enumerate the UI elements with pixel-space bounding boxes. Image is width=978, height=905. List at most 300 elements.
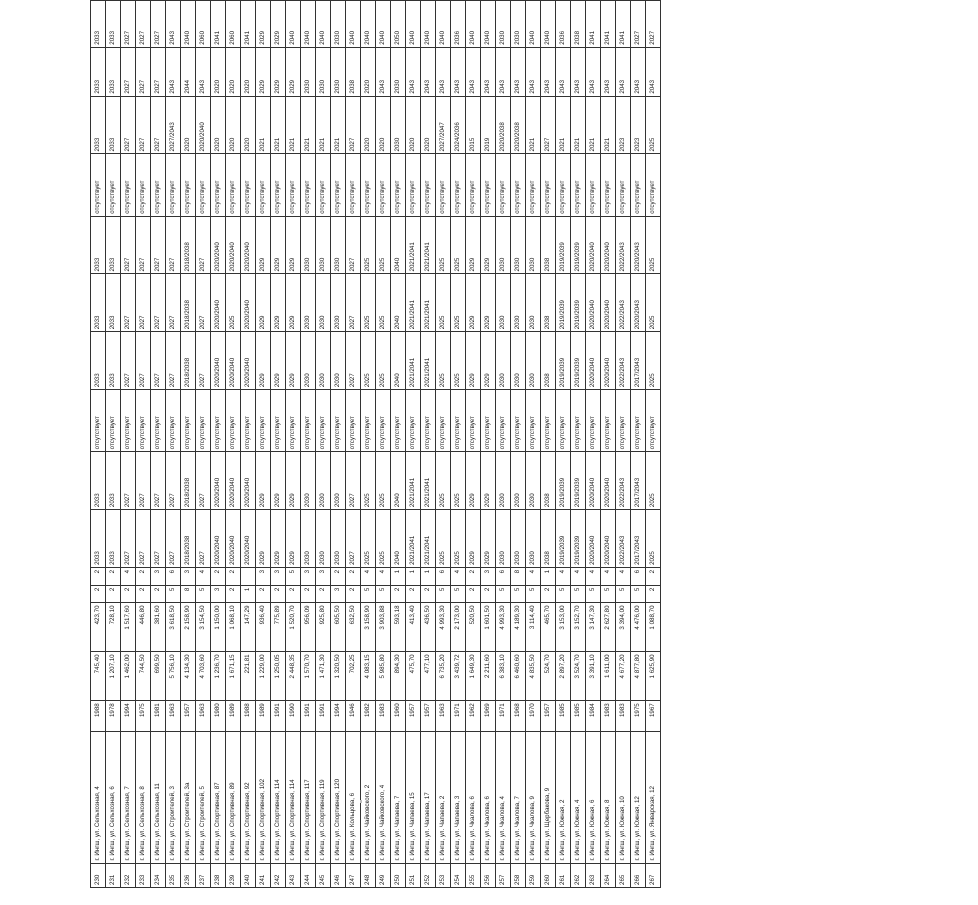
table-cell: 2030 bbox=[526, 274, 541, 332]
table-cell: 2 bbox=[316, 585, 331, 603]
row-number-cell: 245 bbox=[316, 863, 331, 887]
table-row bbox=[151, 1, 166, 888]
table-cell: 5 bbox=[196, 585, 211, 603]
table-cell: 4 476,00 bbox=[631, 603, 646, 652]
table-cell: 2025 bbox=[436, 216, 451, 274]
table-cell: 1 236,70 bbox=[211, 652, 226, 701]
table-cell: 3 bbox=[181, 567, 196, 585]
table-cell: 2030 bbox=[331, 274, 346, 332]
table-cell: 1 bbox=[541, 567, 556, 585]
table-cell: 1985 bbox=[571, 701, 586, 732]
table-cell: 2030 bbox=[526, 216, 541, 274]
table-cell: 2029 bbox=[271, 216, 286, 274]
table-cell: 3 bbox=[331, 585, 346, 603]
row-number-cell: 251 bbox=[406, 863, 421, 887]
row-number-cell: 262 bbox=[571, 863, 586, 887]
table-cell: 2022/2043 bbox=[616, 216, 631, 274]
table-cell: 2027 bbox=[166, 216, 181, 274]
table-cell: 2025 bbox=[376, 274, 391, 332]
table-cell: 2043 bbox=[406, 47, 421, 96]
table-cell: 2043 bbox=[166, 47, 181, 96]
table-cell: 2033 bbox=[91, 510, 106, 568]
table-cell: 2020 bbox=[226, 96, 241, 154]
table-cell: 2027 bbox=[346, 452, 361, 510]
table-row bbox=[421, 1, 436, 888]
table-cell: 4 bbox=[376, 567, 391, 585]
table-cell: отсутствует bbox=[541, 154, 556, 216]
row-number-cell: 258 bbox=[511, 863, 526, 887]
table-cell: 745,40 bbox=[91, 652, 106, 701]
table-cell: 221,81 bbox=[241, 652, 256, 701]
table-cell: 2 bbox=[271, 585, 286, 603]
table-cell: 3 618,50 bbox=[166, 603, 181, 652]
table-cell: отсутствует bbox=[121, 390, 136, 452]
table-cell: 1970 bbox=[526, 701, 541, 732]
row-number-cell: 243 bbox=[286, 863, 301, 887]
table-cell: 4 bbox=[556, 567, 571, 585]
table-cell: 2030 bbox=[496, 332, 511, 390]
row-number-cell: 259 bbox=[526, 863, 541, 887]
table-cell: отсутствует bbox=[511, 154, 526, 216]
table-cell: 2021 bbox=[556, 96, 571, 154]
table-cell: 2030 bbox=[316, 452, 331, 510]
table-cell: 2020/2040 bbox=[211, 510, 226, 568]
table-cell: 6 bbox=[166, 567, 181, 585]
table-cell: 1963 bbox=[166, 701, 181, 732]
row-number-cell: 231 bbox=[106, 863, 121, 887]
table-cell: 6 460,60 bbox=[511, 652, 526, 701]
table-cell: 8 bbox=[511, 567, 526, 585]
table-cell: 2 bbox=[406, 585, 421, 603]
table-cell: 1994 bbox=[331, 701, 346, 732]
table-cell: 1 649,30 bbox=[466, 652, 481, 701]
table-cell: 2040 bbox=[436, 1, 451, 48]
row-number-cell: 266 bbox=[631, 863, 646, 887]
table-cell: отсутствует bbox=[166, 390, 181, 452]
table-row bbox=[391, 1, 406, 888]
table-cell: 2029 bbox=[271, 1, 286, 48]
address-cell: г. Ингш, ул. Январская, 12 bbox=[646, 732, 661, 863]
row-number-cell: 242 bbox=[271, 863, 286, 887]
table-row bbox=[136, 1, 151, 888]
table-cell: 2021 bbox=[526, 96, 541, 154]
table-cell: 2029 bbox=[466, 332, 481, 390]
table-cell: 1 229,00 bbox=[256, 652, 271, 701]
table-cell: 2025 bbox=[436, 452, 451, 510]
table-cell: 1988 bbox=[241, 701, 256, 732]
table-row bbox=[646, 1, 661, 888]
address-cell: г. Ингш, ул. Чапаева, 17 bbox=[421, 732, 436, 863]
table-cell: отсутствует bbox=[286, 390, 301, 452]
table-cell: 2029 bbox=[481, 452, 496, 510]
table-cell: 1 320,50 bbox=[331, 652, 346, 701]
table-cell: 5 bbox=[166, 585, 181, 603]
table-cell: 2027 bbox=[166, 452, 181, 510]
table-row bbox=[376, 1, 391, 888]
table-cell: 2043 bbox=[466, 47, 481, 96]
table-row bbox=[361, 1, 376, 888]
table-cell: отсутствует bbox=[346, 154, 361, 216]
table-cell: 956,09 bbox=[301, 603, 316, 652]
table-cell: 2043 bbox=[601, 47, 616, 96]
table-cell: 2021/2041 bbox=[406, 510, 421, 568]
address-cell: г. Ингш, ул. Кольцова, 6 bbox=[346, 732, 361, 863]
table-cell: 2027 bbox=[136, 452, 151, 510]
table-cell: 2025 bbox=[436, 274, 451, 332]
table-cell: 2029 bbox=[286, 216, 301, 274]
table-cell: 2029 bbox=[481, 332, 496, 390]
table-cell: 2030 bbox=[331, 47, 346, 96]
table-cell: отсутствует bbox=[616, 390, 631, 452]
row-number-cell: 240 bbox=[241, 863, 256, 887]
table-cell: 2 bbox=[106, 585, 121, 603]
table-cell: 2030 bbox=[511, 1, 526, 48]
table-cell: 2 bbox=[106, 567, 121, 585]
table-cell: 5 bbox=[376, 585, 391, 603]
table-cell: 2020/2040 bbox=[226, 452, 241, 510]
table-cell: 4 bbox=[451, 567, 466, 585]
table-cell: 5 bbox=[511, 585, 526, 603]
table-cell: 3 bbox=[271, 567, 286, 585]
table-cell: 2030 bbox=[391, 96, 406, 154]
table-cell: 2030 bbox=[511, 216, 526, 274]
table-cell: 925,80 bbox=[316, 603, 331, 652]
table-cell: отсутствует bbox=[196, 154, 211, 216]
table-cell: 2033 bbox=[106, 1, 121, 48]
table-cell: отсутствует bbox=[496, 154, 511, 216]
table-cell: 2 bbox=[226, 567, 241, 585]
table-cell: 2027 bbox=[136, 47, 151, 96]
table-cell: 8 bbox=[181, 585, 196, 603]
table-cell: 1 150,00 bbox=[211, 603, 226, 652]
table-cell: 1985 bbox=[556, 701, 571, 732]
table-cell: 2029 bbox=[466, 274, 481, 332]
table-cell: отсутствует bbox=[331, 390, 346, 452]
table-cell: отсутствует bbox=[376, 390, 391, 452]
table-cell: 2019/2039 bbox=[571, 274, 586, 332]
table-cell: 2030 bbox=[331, 1, 346, 48]
table-cell: 1963 bbox=[436, 701, 451, 732]
table-cell: 936,40 bbox=[256, 603, 271, 652]
table-cell: отсутствует bbox=[91, 390, 106, 452]
table-cell: 5 bbox=[556, 585, 571, 603]
table-cell: 894,30 bbox=[391, 652, 406, 701]
table-cell: 2019/2039 bbox=[556, 332, 571, 390]
table-cell: 2029 bbox=[466, 216, 481, 274]
table-cell: 2030 bbox=[331, 216, 346, 274]
table-cell: отсутствует bbox=[421, 390, 436, 452]
table-cell: 1 088,70 bbox=[646, 603, 661, 652]
table-cell: 436,50 bbox=[421, 603, 436, 652]
row-number-cell: 244 bbox=[301, 863, 316, 887]
table-cell: 2017/2043 bbox=[631, 332, 646, 390]
table-cell: 1983 bbox=[616, 701, 631, 732]
table-cell: 6 383,10 bbox=[496, 652, 511, 701]
table-cell: 2021/2041 bbox=[406, 216, 421, 274]
table-cell: 2043 bbox=[616, 47, 631, 96]
table-cell: 4 bbox=[361, 567, 376, 585]
table-cell: 2027 bbox=[151, 332, 166, 390]
table-cell: 1 570,70 bbox=[301, 652, 316, 701]
table-cell: отсутствует bbox=[226, 390, 241, 452]
table-row bbox=[466, 1, 481, 888]
address-cell: г. Ингш, ул. Чайковского, 2 bbox=[361, 732, 376, 863]
table-cell: 3 bbox=[301, 567, 316, 585]
table-cell: 2020/2040 bbox=[241, 452, 256, 510]
table-cell: 2024/2036 bbox=[451, 96, 466, 154]
table-cell: отсутствует bbox=[571, 154, 586, 216]
row-number-cell: 261 bbox=[556, 863, 571, 887]
table-cell: 2030 bbox=[526, 452, 541, 510]
table-cell: отсутствует bbox=[271, 390, 286, 452]
address-cell: г. Ингш, ул. Спортивная, 92 bbox=[241, 732, 256, 863]
address-cell: г. Ингш, ул. Южная, 8 bbox=[601, 732, 616, 863]
table-cell: 2029 bbox=[286, 274, 301, 332]
table-cell: 2 bbox=[136, 585, 151, 603]
table-cell: 5 bbox=[436, 585, 451, 603]
table-cell: 1989 bbox=[256, 701, 271, 732]
table-cell: 2025 bbox=[646, 96, 661, 154]
table-cell: 2030 bbox=[496, 510, 511, 568]
table-cell: 2038 bbox=[541, 216, 556, 274]
table-cell: 2020 bbox=[421, 96, 436, 154]
table-cell: 2025 bbox=[451, 452, 466, 510]
table-cell: 2018/2038 bbox=[181, 332, 196, 390]
table-cell: 2025 bbox=[451, 216, 466, 274]
table-cell: 2020 bbox=[406, 96, 421, 154]
table-cell: 2020 bbox=[226, 47, 241, 96]
table-cell: 2025 bbox=[451, 510, 466, 568]
table-cell: 2 bbox=[211, 567, 226, 585]
table-cell: 2043 bbox=[436, 47, 451, 96]
table-cell: 4 703,60 bbox=[196, 652, 211, 701]
table-cell: 775,89 bbox=[271, 603, 286, 652]
table-cell: 1 611,00 bbox=[601, 652, 616, 701]
table-cell: 520,50 bbox=[466, 603, 481, 652]
address-cell: г. Ингш, ул. Чкалова, 6 bbox=[466, 732, 481, 863]
table-cell: 2019/2039 bbox=[571, 332, 586, 390]
table-cell: 2022/2043 bbox=[616, 510, 631, 568]
table-cell: 2025 bbox=[376, 332, 391, 390]
table-row bbox=[481, 1, 496, 888]
table-cell: 2019/2039 bbox=[556, 216, 571, 274]
table-cell: отсутствует bbox=[316, 154, 331, 216]
table-cell: 2033 bbox=[106, 96, 121, 154]
table-cell: 1 250,05 bbox=[271, 652, 286, 701]
table-cell: отсутствует bbox=[196, 390, 211, 452]
address-cell: г. Ингш, ул. Чапаева, 3 bbox=[451, 732, 466, 863]
table-cell: 2043 bbox=[571, 47, 586, 96]
address-cell: г. Ингш, ул. Сельхозная, 6 bbox=[106, 732, 121, 863]
address-cell: г. Ингш, ул. Сельхозная, 8 bbox=[136, 732, 151, 863]
table-cell: отсутствует bbox=[571, 390, 586, 452]
table-cell: 2030 bbox=[301, 332, 316, 390]
table-cell: 2018/2038 bbox=[181, 216, 196, 274]
table-cell: 2 448,35 bbox=[286, 652, 301, 701]
table-cell: 2029 bbox=[256, 452, 271, 510]
table-cell: 2025 bbox=[451, 332, 466, 390]
address-cell: г. Ингш, ул. Спортивная, 89 bbox=[226, 732, 241, 863]
table-cell: 2041 bbox=[586, 1, 601, 48]
table-cell: отсутствует bbox=[181, 154, 196, 216]
table-cell: 2019/2039 bbox=[571, 452, 586, 510]
table-cell: 2029 bbox=[256, 1, 271, 48]
table-cell: 2025 bbox=[436, 332, 451, 390]
table-cell: 2029 bbox=[481, 274, 496, 332]
table-cell: 2040 bbox=[391, 216, 406, 274]
table-cell: 2027 bbox=[151, 274, 166, 332]
table-cell: 3 391,10 bbox=[586, 652, 601, 701]
address-cell: г. Ингш, ул. Спортивная, 114 bbox=[286, 732, 301, 863]
table-cell: 2027 bbox=[121, 216, 136, 274]
table-row bbox=[451, 1, 466, 888]
table-cell: 1984 bbox=[586, 701, 601, 732]
rotated-table-container bbox=[90, 30, 978, 888]
table-cell: отсутствует bbox=[226, 154, 241, 216]
table-cell: 2025 bbox=[226, 274, 241, 332]
table-cell: 2 bbox=[646, 567, 661, 585]
table-cell: 2020/2040 bbox=[241, 510, 256, 568]
table-cell: 2020/2040 bbox=[601, 274, 616, 332]
table-cell: 465,70 bbox=[541, 603, 556, 652]
address-cell: г. Ингш, ул. Южная, 4 bbox=[571, 732, 586, 863]
table-cell: 2030 bbox=[511, 452, 526, 510]
table-row bbox=[241, 1, 256, 888]
table-cell: отсутствует bbox=[646, 390, 661, 452]
table-cell: 524,70 bbox=[541, 652, 556, 701]
table-cell: 1 520,70 bbox=[286, 603, 301, 652]
table-cell: 3 903,88 bbox=[376, 603, 391, 652]
table-cell: 2020/2040 bbox=[601, 510, 616, 568]
table-cell: 1 601,50 bbox=[481, 603, 496, 652]
table-cell: 2021/2041 bbox=[406, 332, 421, 390]
table-cell: 2033 bbox=[91, 1, 106, 48]
table-cell: 702,25 bbox=[346, 652, 361, 701]
table-cell: отсутствует bbox=[631, 154, 646, 216]
table-cell: 2027 bbox=[196, 452, 211, 510]
table-cell: 2 bbox=[91, 585, 106, 603]
table-cell: 2030 bbox=[526, 332, 541, 390]
address-cell: г. Ингш, ул. Южная, 2 bbox=[556, 732, 571, 863]
table-cell: 2020/2040 bbox=[241, 216, 256, 274]
table-cell: 2033 bbox=[91, 332, 106, 390]
table-cell: 2040 bbox=[391, 332, 406, 390]
table-cell: 2040 bbox=[391, 274, 406, 332]
table-cell: отсутствует bbox=[466, 154, 481, 216]
table-cell: 5 bbox=[526, 585, 541, 603]
table-cell: 5 bbox=[616, 585, 631, 603]
table-row bbox=[496, 1, 511, 888]
table-cell: отсутствует bbox=[586, 154, 601, 216]
table-cell: отсутствует bbox=[136, 154, 151, 216]
table-cell: 3 147,30 bbox=[586, 603, 601, 652]
table-cell: 2038 bbox=[541, 274, 556, 332]
table-cell: 4 134,30 bbox=[181, 652, 196, 701]
table-cell: 5 756,10 bbox=[166, 652, 181, 701]
table-cell: 2029 bbox=[256, 274, 271, 332]
table-cell: отсутствует bbox=[601, 154, 616, 216]
table-cell: 744,50 bbox=[136, 652, 151, 701]
table-cell: 1968 bbox=[511, 701, 526, 732]
table-cell: 2027 bbox=[196, 274, 211, 332]
table-cell: 4 bbox=[121, 567, 136, 585]
table-cell: отсутствует bbox=[451, 154, 466, 216]
table-cell: 1957 bbox=[541, 701, 556, 732]
table-cell: 2029 bbox=[271, 510, 286, 568]
table-cell: отсутствует bbox=[556, 154, 571, 216]
address-cell: г. Ингш, ул. Спортивная, 114 bbox=[271, 732, 286, 863]
table-cell: 2040 bbox=[346, 1, 361, 48]
table-cell: 2020/2043 bbox=[631, 274, 646, 332]
address-cell: г. Ингш, ул. Южная, 10 bbox=[616, 732, 631, 863]
table-cell: 2020/2040 bbox=[211, 332, 226, 390]
table-cell: 2025 bbox=[646, 332, 661, 390]
row-number-cell: 233 bbox=[136, 863, 151, 887]
table-cell: 475,70 bbox=[406, 652, 421, 701]
table-cell: 5 bbox=[631, 585, 646, 603]
table-cell: 1978 bbox=[106, 701, 121, 732]
table-row bbox=[286, 1, 301, 888]
address-cell: г. Ингш, ул. Чкалова, 7 bbox=[511, 732, 526, 863]
table-cell: 4 bbox=[571, 567, 586, 585]
table-row bbox=[106, 1, 121, 888]
table-cell: 3 154,50 bbox=[196, 603, 211, 652]
table-cell: 2027 bbox=[196, 332, 211, 390]
table-cell: отсутствует bbox=[301, 390, 316, 452]
table-cell: 2027 bbox=[121, 452, 136, 510]
table-cell: 2030 bbox=[316, 47, 331, 96]
table-cell: 2 bbox=[466, 585, 481, 603]
address-cell: г. Ингш, ул. Чкалова, 6 bbox=[481, 732, 496, 863]
table-cell: 2060 bbox=[196, 1, 211, 48]
table-cell: 2 bbox=[136, 567, 151, 585]
housing-repair-schedule-table bbox=[90, 0, 661, 888]
table-cell: отсутствует bbox=[241, 154, 256, 216]
table-cell: 2021 bbox=[271, 96, 286, 154]
table-cell: 2021 bbox=[301, 96, 316, 154]
table-cell: 3 439,72 bbox=[451, 652, 466, 701]
table-cell: 477,10 bbox=[421, 652, 436, 701]
table-cell: 2038 bbox=[571, 1, 586, 48]
table-cell: 1 625,90 bbox=[646, 652, 661, 701]
table-cell: отсутствует bbox=[256, 390, 271, 452]
table-cell: отсутствует bbox=[391, 154, 406, 216]
table-cell: отсутствует bbox=[106, 154, 121, 216]
address-cell: г. Ингш, ул. Сельхозная, 7 bbox=[121, 732, 136, 863]
table-cell: 2040 bbox=[391, 510, 406, 568]
address-cell: г. Ингш, ул. Сельхозная, 11 bbox=[151, 732, 166, 863]
table-row bbox=[166, 1, 181, 888]
address-cell: г. Ингш, ул. Чапаева, 7 bbox=[391, 732, 406, 863]
table-cell: 2050 bbox=[391, 1, 406, 48]
table-cell: 2 bbox=[256, 585, 271, 603]
table-cell: 2020/2038 bbox=[511, 96, 526, 154]
row-number-cell: 267 bbox=[646, 863, 661, 887]
table-cell: 2041 bbox=[616, 1, 631, 48]
table-cell: 699,50 bbox=[151, 652, 166, 701]
table-cell: 2043 bbox=[196, 47, 211, 96]
row-number-cell: 239 bbox=[226, 863, 241, 887]
table-cell: 2020/2043 bbox=[631, 216, 646, 274]
table-cell: 2040 bbox=[391, 452, 406, 510]
table-row bbox=[406, 1, 421, 888]
table-cell: 2019/2039 bbox=[556, 452, 571, 510]
table-cell: 2027 bbox=[346, 510, 361, 568]
table-cell: 2025 bbox=[646, 216, 661, 274]
table-cell: 2021/2041 bbox=[406, 274, 421, 332]
table-cell: 2027 bbox=[121, 47, 136, 96]
table-cell: отсутствует bbox=[166, 154, 181, 216]
